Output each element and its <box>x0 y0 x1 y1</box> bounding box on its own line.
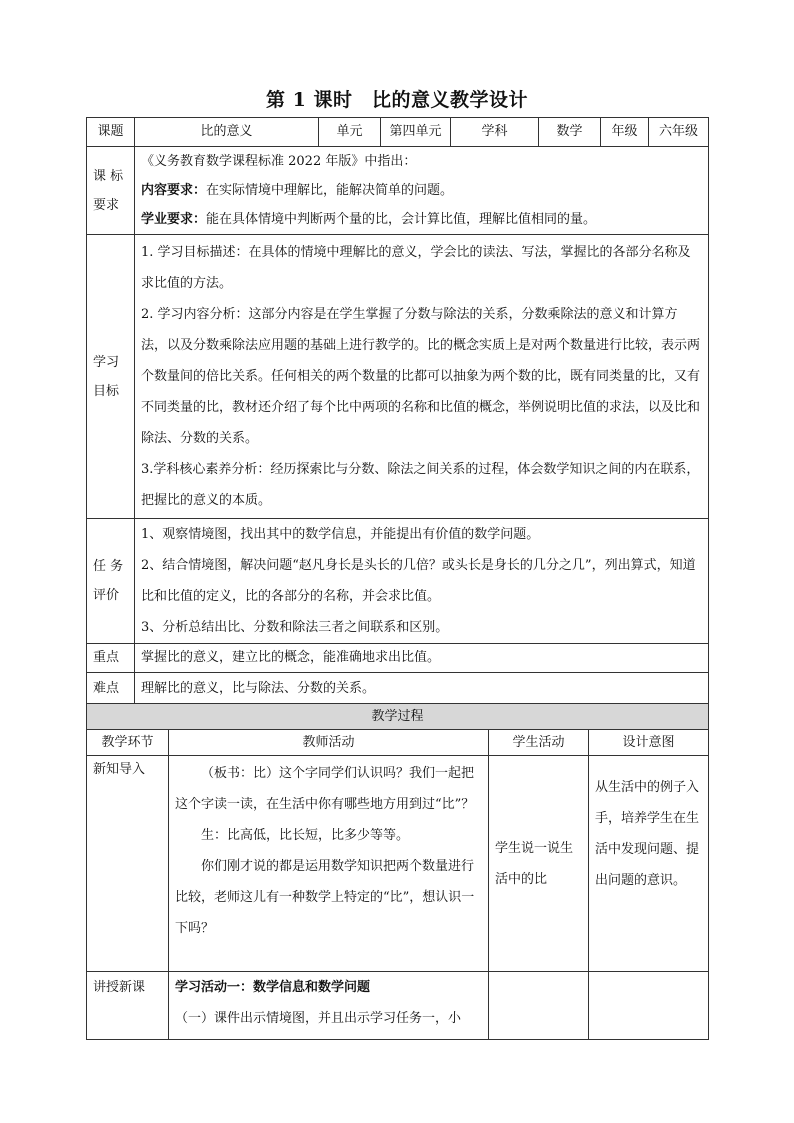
process-header: 教学过程 <box>87 704 709 730</box>
goals-row <box>87 235 709 519</box>
teacher-new <box>169 972 489 1040</box>
curriculum-label-line2: 要求 <box>93 197 120 213</box>
tasks-label-line2: 评价 <box>93 588 120 603</box>
key-point-label: 重点 <box>87 644 135 673</box>
column-intent: 设计意图 <box>589 730 709 756</box>
process-table <box>86 703 709 1040</box>
unit-value: 第四单元 <box>381 118 451 147</box>
tasks-p3: 3、分析总结出比、分数和除法三者之间联系和区别。 <box>141 620 449 635</box>
difficulty-row <box>87 673 709 706</box>
process-row-intro <box>87 756 709 972</box>
page-title: 第 1 课时 比的意义教学设计 <box>266 89 528 111</box>
process-columns-row <box>87 730 709 756</box>
goals-label-line2: 目标 <box>93 383 120 399</box>
curriculum-label <box>87 147 135 235</box>
goals-label <box>87 235 135 519</box>
academic-req-text: 能在具体情境中判断两个量的比，会计算比值，理解比值相同的量。 <box>206 212 597 227</box>
column-teacher: 教师活动 <box>169 730 489 756</box>
tasks-row <box>87 519 709 644</box>
teacher-intro-p2: 生：比高低，比长短，比多少等等。 <box>201 828 410 843</box>
content-req-label: 内容要求： <box>141 183 207 198</box>
teacher-intro <box>169 756 489 972</box>
stage-intro: 新知导入 <box>87 756 169 972</box>
intent-new <box>589 972 709 1040</box>
stage-new: 讲授新课 <box>87 972 169 1040</box>
teacher-intro-p3: 你们刚才说的都是运用数学知识把两个数量进行比较，老师这儿有一种数学上特定的“比”，想认识一下吗？ <box>175 859 475 936</box>
grade-label: 年级 <box>601 118 649 147</box>
key-point-text: 掌握比的意义，建立比的概念，能准确地求出比值。 <box>135 644 709 673</box>
activity-title: 学习活动一：数学信息和数学问题 <box>175 980 371 995</box>
goals-p2: 2. 学习内容分析：这部分内容是在学生掌握了分数与除法的关系，分数乘除法的意义和计算方法，以及分数乘除法应用题的基础上进行教学的。比的概念实质上是对两个数量进行比较，表示两个数量间的倍比关系。任何相关的两个数量的比都可以抽象为两个数的比，既有同类量的比，又有不同类量的比，教材还介绍了每个比中两项的名称和比值的概念，举例说明比值的求法，以及比和除法、分数的关系。 <box>141 307 701 446</box>
curriculum-content <box>135 147 709 235</box>
unit-label: 单元 <box>319 118 381 147</box>
teacher-intro-p1: （板书：比）这个字同学们认识吗？我们一起把这个字读一读，在生活中你有哪些地方用到过“比”？ <box>175 766 475 812</box>
tasks-label <box>87 519 135 644</box>
goals-label-line1: 学习 <box>93 354 120 370</box>
topic-value: 比的意义 <box>135 118 319 147</box>
info-row <box>87 118 709 147</box>
teacher-new-p1: （一）课件出示情境图，并且出示学习任务一，小 <box>175 1011 462 1026</box>
student-intro: 学生说一说生活中的比 <box>489 756 589 972</box>
goals-p1: 1. 学习目标描述：在具体的情境中理解比的意义，学会比的读法、写法，掌握比的各部分名称及求比值的方法。 <box>141 245 691 291</box>
student-new <box>489 972 589 1040</box>
tasks-p2: 2、结合情境图，解决问题“赵凡身长是头长的几倍？或头长是身长的几分之几”，列出算式，知道比和比值的定义，比的各部分的名称，并会求比值。 <box>141 558 696 604</box>
tasks-content <box>135 519 709 644</box>
academic-req-label: 学业要求： <box>141 212 207 227</box>
intent-intro: 从生活中的例子入手，培养学生在生活中发现问题、提出问题的意识。 <box>589 756 709 972</box>
info-table <box>86 117 709 706</box>
process-header-row <box>87 704 709 730</box>
column-student: 学生活动 <box>489 730 589 756</box>
curriculum-academic-req <box>141 205 702 234</box>
key-point-row <box>87 644 709 673</box>
curriculum-line1: 《义务教育数学课程标准 2022 年版》中指出： <box>141 154 417 169</box>
grade-value: 六年级 <box>649 118 709 147</box>
tasks-p1: 1、观察情境图，找出其中的数学信息，并能提出有价值的数学问题。 <box>141 527 540 542</box>
curriculum-content-req <box>141 176 702 205</box>
process-row-new <box>87 972 709 1040</box>
goals-p3: 3.学科核心素养分析：经历探索比与分数、除法之间关系的过程，体会数学知识之间的内在联系，把握比的意义的本质。 <box>141 462 700 508</box>
tasks-label-line1: 任 务 <box>93 559 124 574</box>
curriculum-row <box>87 147 709 235</box>
subject-value: 数学 <box>539 118 601 147</box>
difficulty-label: 难点 <box>87 673 135 706</box>
difficulty-text: 理解比的意义，比与除法、分数的关系。 <box>135 673 709 706</box>
content-req-text: 在实际情境中理解比，能解决简单的问题。 <box>206 183 454 198</box>
topic-label: 课题 <box>87 118 135 147</box>
column-stage: 教学环节 <box>87 730 169 756</box>
goals-content <box>135 235 709 519</box>
subject-label: 学科 <box>451 118 539 147</box>
curriculum-label-line1: 课 标 <box>93 168 124 184</box>
